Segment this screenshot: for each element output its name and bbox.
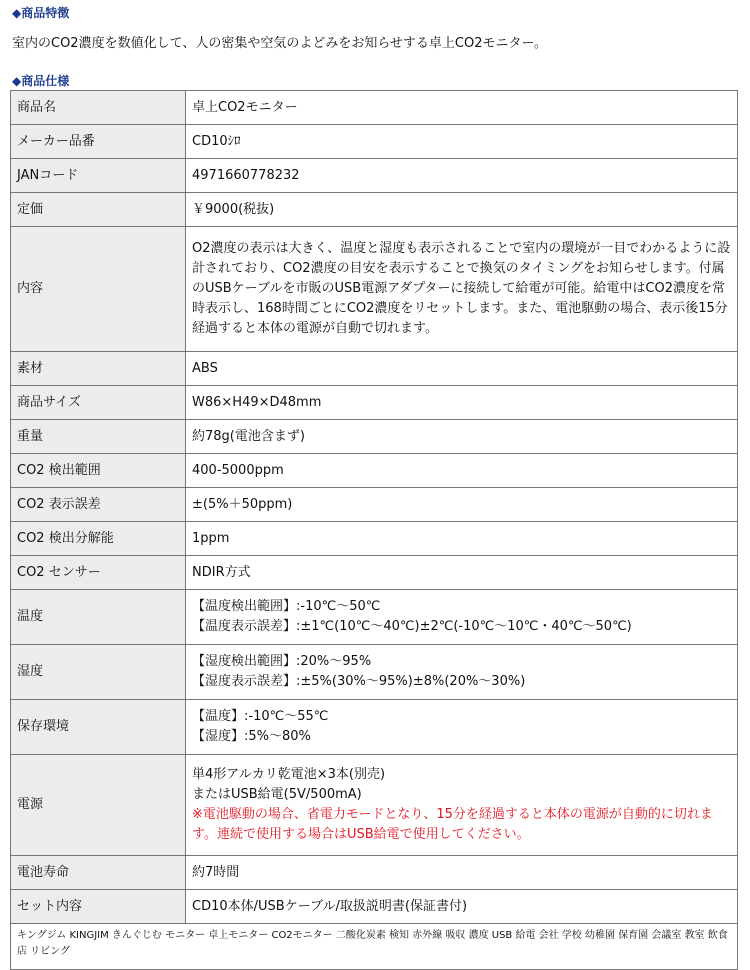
spec-label: セット内容 [11, 890, 186, 924]
power-warning-note: ※電池駆動の場合、省電力モードとなり、15分を経過すると本体の電源が自動的に切れます。連続で使用する場合はUSB給電で使用してください。 [192, 807, 713, 842]
spec-value [186, 488, 738, 522]
table-row [11, 590, 738, 645]
spec-label: CO2 センサー [11, 556, 186, 590]
spec-value-line: O2濃度の表示は大きく、温度と湿度も表示されることで室内の環境が一目でわかるように設計されており、CO2濃度の目安を表示することで換気のタイミングをお知らせします。付属のUSBケーブルを市販のUSB電源アダプターに接続して給電が可能。給電中はCO2濃度を常時表示し、168時間ごとにCO2濃度をリセットします。また、電池駆動の場合、表示後15分経過すると本体の電源が自動で切れます。 [192, 241, 731, 336]
spec-value-line: 【温度表示誤差】:±1℃(10℃～40℃)±2℃(-10℃～10℃・40℃～50℃) [192, 619, 632, 634]
table-row [11, 91, 738, 125]
spec-value-line: W86×H49×D48mm [192, 394, 322, 410]
spec-value-line: 【温度検出範囲】:-10℃～50℃ [192, 599, 381, 614]
spec-value [186, 352, 738, 386]
spec-label: 重量 [11, 420, 186, 454]
features-heading: ◆商品特徴 [12, 6, 70, 20]
table-row [11, 193, 738, 227]
spec-value [186, 700, 738, 755]
spec-value-line: 【温度】:-10℃～55℃ [192, 709, 329, 724]
features-text: 室内のCO2濃度を数値化して、人の密集や空気のよどみをお知らせする卓上CO2モニター。 [12, 36, 547, 51]
spec-label: 商品名 [11, 91, 186, 125]
table-row [11, 227, 738, 352]
spec-value [186, 386, 738, 420]
spec-value-line: 卓上CO2モニター [192, 99, 298, 115]
spec-label: メーカー品番 [11, 125, 186, 159]
spec-label: 商品サイズ [11, 386, 186, 420]
spec-label: 保存環境 [11, 700, 186, 755]
table-row [11, 755, 738, 856]
spec-value-line: 400-5000ppm [192, 462, 284, 478]
table-row [11, 125, 738, 159]
table-row [11, 522, 738, 556]
spec-value-line: NDIR方式 [192, 564, 251, 580]
spec-value-line: CD10ｼﾛ [192, 133, 241, 149]
spec-value [186, 856, 738, 890]
spec-label: 内容 [11, 227, 186, 352]
spec-value [186, 890, 738, 924]
spec-value-line: 1ppm [192, 530, 230, 546]
spec-value-line: ￥9000(税抜) [192, 201, 275, 217]
spec-label: 電池寿命 [11, 856, 186, 890]
spec-table [10, 90, 738, 970]
spec-value [186, 590, 738, 645]
spec-label: 湿度 [11, 645, 186, 700]
spec-value-line: 約78g(電池含まず) [192, 428, 305, 444]
table-row [11, 159, 738, 193]
spec-value-line: CD10本体/USBケーブル/取扱説明書(保証書付) [192, 898, 468, 914]
spec-value [186, 645, 738, 700]
spec-label: CO2 検出範囲 [11, 454, 186, 488]
spec-value [186, 227, 738, 352]
spec-value-line: 単4形アルカリ乾電池×3本(別売) [192, 767, 386, 782]
spec-value-line: 4971660778232 [192, 167, 300, 183]
spec-value-line: ABS [192, 360, 218, 376]
spec-value-line: 【湿度表示誤差】:±5%(30%～95%)±8%(20%～30%) [192, 674, 526, 689]
table-row [11, 556, 738, 590]
table-row [11, 352, 738, 386]
table-row [11, 488, 738, 522]
table-row [11, 645, 738, 700]
spec-value [186, 193, 738, 227]
spec-value [186, 91, 738, 125]
spec-value [186, 454, 738, 488]
spec-value-line: 約7時間 [192, 864, 240, 880]
spec-label: CO2 検出分解能 [11, 522, 186, 556]
specs-heading: ◆商品仕様 [12, 74, 70, 88]
spec-value-line: 【湿度検出範囲】:20%～95% [192, 654, 372, 669]
table-row [11, 420, 738, 454]
table-row [11, 386, 738, 420]
table-row [11, 454, 738, 488]
spec-label: 電源 [11, 755, 186, 856]
spec-label: 温度 [11, 590, 186, 645]
spec-label: 素材 [11, 352, 186, 386]
spec-value [186, 420, 738, 454]
keywords-text: キングジム KINGJIM きんぐじむ モニター 卓上モニター CO2モニター 二酸化炭素 検知 赤外線 吸収 濃度 USB 給電 会社 学校 幼稚園 保育園 会議室 教室 飲食店 リビング [11, 924, 738, 970]
spec-label: JANコード [11, 159, 186, 193]
table-row [11, 890, 738, 924]
keywords-row [11, 924, 738, 970]
table-row [11, 856, 738, 890]
spec-label: 定価 [11, 193, 186, 227]
spec-value [186, 125, 738, 159]
spec-value [186, 556, 738, 590]
spec-value [186, 159, 738, 193]
spec-value-line: 【湿度】:5%～80% [192, 729, 311, 744]
table-row [11, 700, 738, 755]
spec-value [186, 755, 738, 856]
spec-value-line: ±(5%＋50ppm) [192, 496, 293, 512]
spec-value-line: またはUSB給電(5V/500mA) [192, 787, 362, 802]
spec-label: CO2 表示誤差 [11, 488, 186, 522]
spec-value [186, 522, 738, 556]
